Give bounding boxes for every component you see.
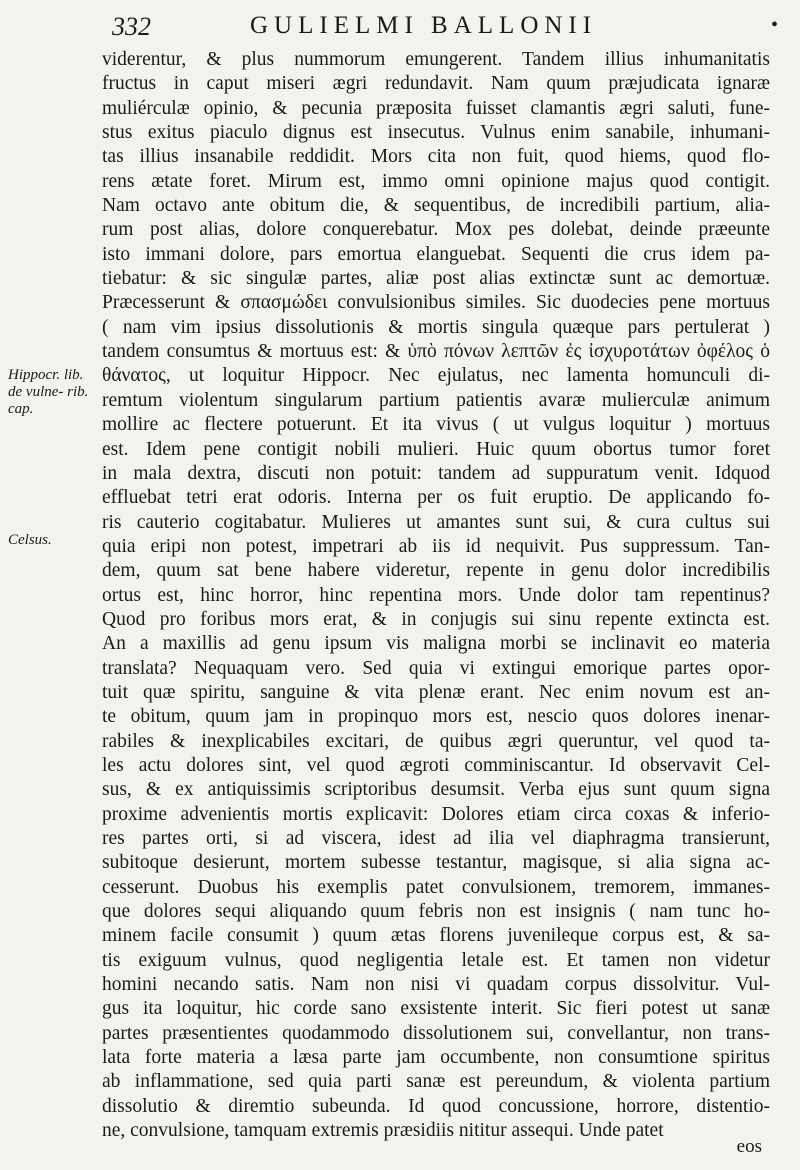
text-line: rabiles & inexplicabiles excitari, de quibus ægri queruntur, vel quod ta- bbox=[102, 730, 770, 752]
text-line: ris cauterio cogitabatur. Mulieres ut amantes sunt sui, & cura cultus sui bbox=[102, 511, 770, 533]
margin-note-celsus: Celsus. bbox=[8, 532, 52, 548]
text-line: te obitum, quum jam in propinquo mors est, nescio quos dolores inenar- bbox=[102, 706, 770, 728]
text-line: remtum violentum singularum partium patientis avaræ mulierculæ animum bbox=[102, 389, 770, 411]
text-line: fructus in caput miseri ægri redundavit. Nam quum præjudicata ignaræ bbox=[102, 73, 770, 95]
text-line: sus, & ex antiquissimis scriptoribus desumsit. Verba ejus sunt quum signa bbox=[102, 779, 770, 801]
text-line: partes præsentientes quodammodo dissolutionem sui, convellantur, non trans- bbox=[102, 1022, 770, 1044]
text-line: tuit quæ spiritu, sanguine & vita plenæ erant. Nec enim novum est an- bbox=[102, 681, 770, 703]
text-line: homini necando satis. Nam non nisi vi quadam corpus dissolvitur. Vul- bbox=[102, 974, 770, 996]
text-line: isto immani dolore, pars emortua elanguebat. Sequenti die crus idem pa- bbox=[102, 243, 770, 265]
text-line: est. Idem pene contigit nobili mulieri. Huic quum obortus tumor foret bbox=[102, 438, 770, 460]
text-line: ab inflammatione, sed quia parti sanæ est pereundum, & violenta partium bbox=[102, 1071, 770, 1093]
text-line: lata forte materia a læsa parte jam occumbente, non consumtione spiritus bbox=[102, 1047, 770, 1069]
text-line: tis exiguum vulnus, quod negligentia letale est. Et tamen non videtur bbox=[102, 949, 770, 971]
text-line: θάνατος, ut loquitur Hippocr. Nec ejulatus, nec lamenta homunculi di- bbox=[102, 365, 770, 387]
text-line: Præcesserunt & σπασμώδει convulsionibus similes. Sic duodecies pene mortuus bbox=[102, 292, 770, 314]
text-line: subitoque desierunt, mortem subesse testantur, magisque, si alia signa ac- bbox=[102, 852, 770, 874]
text-line: rens ætate foret. Mirum est, immo omni opinione majus quod contigit. bbox=[102, 170, 770, 192]
text-line: dem, quum sat bene habere videretur, repente in genu dolor incredibilis bbox=[102, 560, 770, 582]
text-line: muliérculæ opinio, & pecunia præposita fuisset clamantis ægri saluti, fune- bbox=[102, 97, 770, 119]
text-line: quia eripi non potest, impetrari ab iis id nequivit. Pus suppressum. Tan- bbox=[102, 535, 770, 557]
text-line: tas illius insanabile reddidit. Mors cita non fuit, quod hiems, quod flo- bbox=[102, 146, 770, 168]
text-line: les actu dolores sint, vel quod ægroti comminiscantur. Id observavit Cel- bbox=[102, 754, 770, 776]
text-line: ne, convulsione, tamquam extremis præsidiis nititur assequi. Unde patet bbox=[102, 1120, 664, 1142]
text-line: tiebatur: & sic singulæ partes, aliæ post alias extinctæ sunt ac demortuæ. bbox=[102, 268, 770, 290]
text-line: cesserunt. Duobus his exemplis patet convulsionem, tremorem, immanes- bbox=[102, 876, 770, 898]
text-line: dissolutio & diremtio subeunda. Id quod concussione, horrore, distentio- bbox=[102, 1095, 770, 1117]
text-line: in mala dextra, discuti non potuit: tandem ad suppuratum venit. Idquod bbox=[102, 462, 770, 484]
text-line: que dolores sequi aliquando quum febris non est insignis ( nam tunc ho- bbox=[102, 901, 770, 923]
catchword: eos bbox=[736, 1136, 762, 1157]
page-number: 332 bbox=[112, 12, 151, 41]
page-header bbox=[100, 6, 790, 46]
text-line: Nam octavo ante obitum die, & sequentibus, de incredibili partium, alia- bbox=[102, 195, 770, 217]
text-line: ortus est, hinc horror, hinc repentina mors. Unde dolor tam repentinus? bbox=[102, 584, 770, 606]
text-line: stus exitus piaculo dignus est insecutus. Vulnus enim sanabile, inhumani- bbox=[102, 122, 770, 144]
text-line: minem facile consumit ) quum ætas florens juvenileque corpus est, & sa- bbox=[102, 925, 770, 947]
text-line: Quod pro foribus mors erat, & in conjugis sui sinu repente extincta est. bbox=[102, 608, 770, 630]
text-line: gus ita loquitur, hic corde sano exsistente interit. Sic fieri potest ut sanæ bbox=[102, 998, 770, 1020]
text-line: proxime advenientis mortis explicavit: Dolores etiam circa coxas & inferio- bbox=[102, 803, 770, 825]
text-line: rum post alias, dolore conquerebatur. Mox pes dolebat, deinde præeunte bbox=[102, 219, 770, 241]
text-line: res partes orti, si ad viscera, idest ad ilia vel diaphragma transierunt, bbox=[102, 828, 770, 849]
text-line: translata? Nequaquam vero. Sed quia vi extingui emorique partes opor- bbox=[102, 657, 770, 679]
text-line: tandem consumtus & mortuus est: & ὑπὸ πόνων λεπτῶν ἐς ἰσχυροτάτων ὀφέλος ὁ bbox=[102, 341, 770, 363]
text-line: effluebat tetri erat odoris. Interna per os fuit eruptio. De applicando fo- bbox=[102, 487, 770, 509]
text-line: mollire ac flectere potuerunt. Et ita vivus ( ut vulgus loquitur ) mortuus bbox=[102, 414, 770, 436]
running-head: GULIELMI BALLONII bbox=[250, 12, 598, 39]
margin-note-hippocr: Hippocr. lib. de vulne- rib. cap. bbox=[8, 367, 89, 417]
text-line: ( nam vim ipsius dissolutionis & mortis singula quæque pars pertulerat ) bbox=[102, 316, 770, 338]
text-line: An a maxillis ad genu ipsum vis maligna morbi se inclinavit eo materia bbox=[102, 633, 770, 655]
text-line: viderentur, & plus nummorum emungerent. Tandem illius inhumanitatis bbox=[102, 49, 770, 70]
header-ornament: • bbox=[770, 14, 778, 36]
body-text bbox=[102, 48, 770, 1143]
